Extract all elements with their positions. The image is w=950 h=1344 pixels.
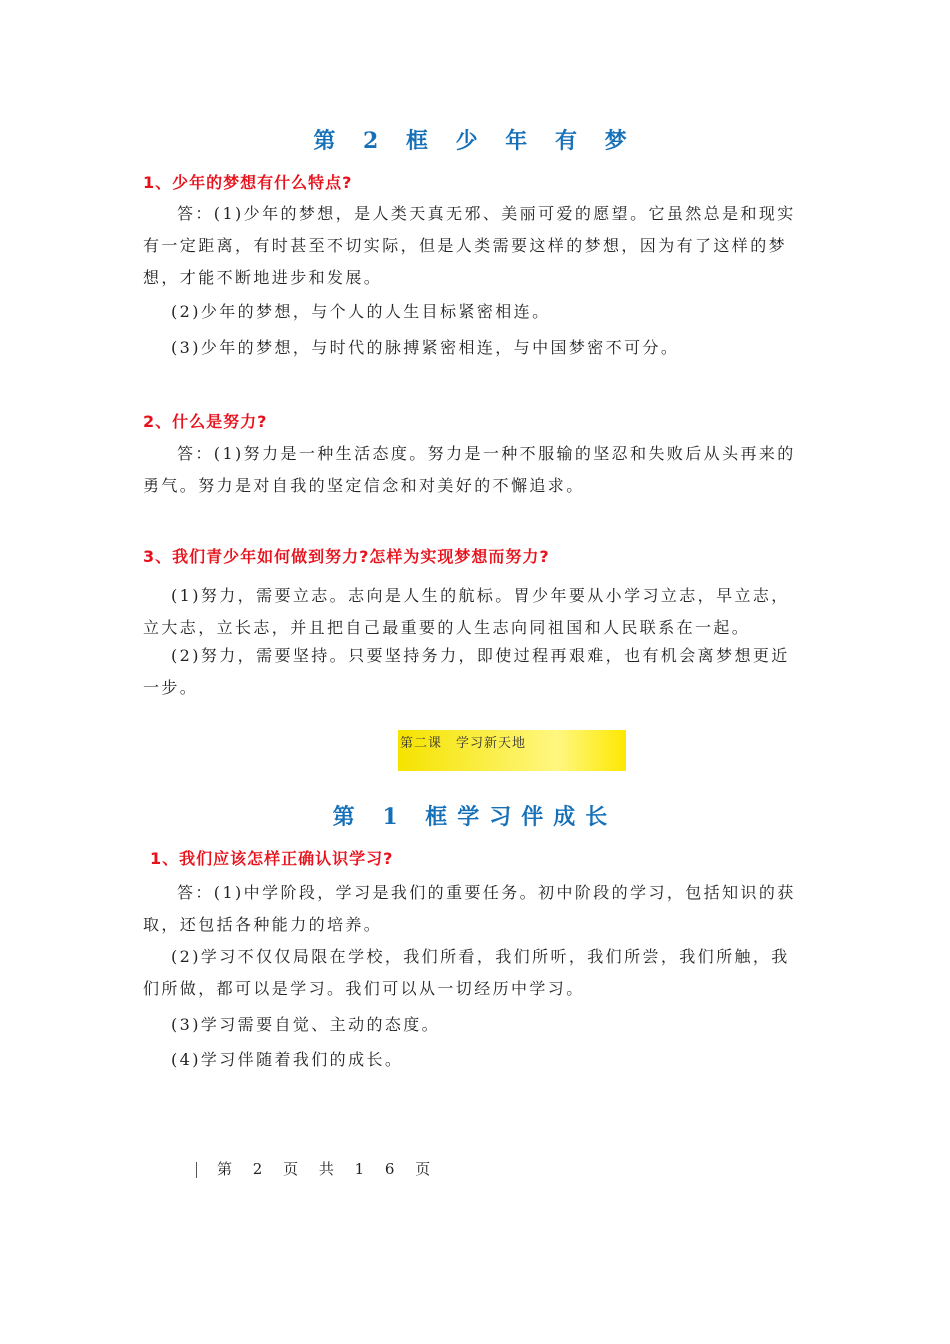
page-number: 第 2 页 共 1 6 页	[217, 1160, 439, 1178]
lesson-banner-label: 第二课 学习新天地	[400, 736, 527, 751]
learning-answer-para-3: (3)学习需要自觉、主动的态度。	[171, 1015, 441, 1034]
section-title-dreams: 第 2 框 少 年 有 梦	[313, 128, 637, 154]
answer-1-para-1: 答：(1)少年的梦想，是人类天真无邪、美丽可爱的愿望。它虽然总是和现实有一定距离，有时甚至不切实际，但是人类需要这样的梦想，因为有了这样的梦想，才能不断地进步和发展。	[143, 204, 796, 287]
footer-divider	[196, 1162, 197, 1178]
learning-answer-para-1: 答：(1)中学阶段，学习是我们的重要任务。初中阶段的学习，包括知识的获取，还包括各种能力的培养。	[143, 883, 796, 934]
answer-1-para-3: (3)少年的梦想，与时代的脉搏紧密相连，与中国梦密不可分。	[171, 338, 680, 357]
question-learning-1: 1、我们应该怎样正确认识学习?	[150, 849, 394, 868]
lesson-banner	[398, 730, 626, 771]
learning-answer-para-4: (4)学习伴随着我们的成长。	[171, 1050, 404, 1069]
page-footer	[196, 1158, 438, 1179]
question-2: 2、什么是努力?	[143, 412, 268, 431]
answer-1-para-2: (2)少年的梦想，与个人的人生目标紧密相连。	[171, 302, 551, 321]
answer-2-para-1: 答：(1)努力是一种生活态度。努力是一种不服输的坚忍和失败后从头再来的勇气。努力是对自我的坚定信念和对美好的不懈追求。	[143, 444, 796, 495]
learning-answer-para-2: (2)学习不仅仅局限在学校，我们所看，我们所听，我们所尝，我们所触，我们所做，都可以是学习。我们可以从一切经历中学习。	[143, 947, 790, 998]
answer-3-para-2: (2)努力，需要坚持。只要坚持务力，即使过程再艰难，也有机会离梦想更近一步。	[143, 646, 790, 697]
answer-3-para-1: (1)努力，需要立志。志向是人生的航标。胃少年要从小学习立志，早立志，立大志，立长志，并且把自己最重要的人生志向同祖国和人民联系在一起。	[143, 586, 790, 637]
question-1: 1、少年的梦想有什么特点?	[143, 173, 353, 192]
section-title-learning: 第 1 框学习伴成长	[332, 804, 618, 830]
question-3: 3、我们青少年如何做到努力?怎样为实现梦想而努力?	[143, 547, 550, 566]
